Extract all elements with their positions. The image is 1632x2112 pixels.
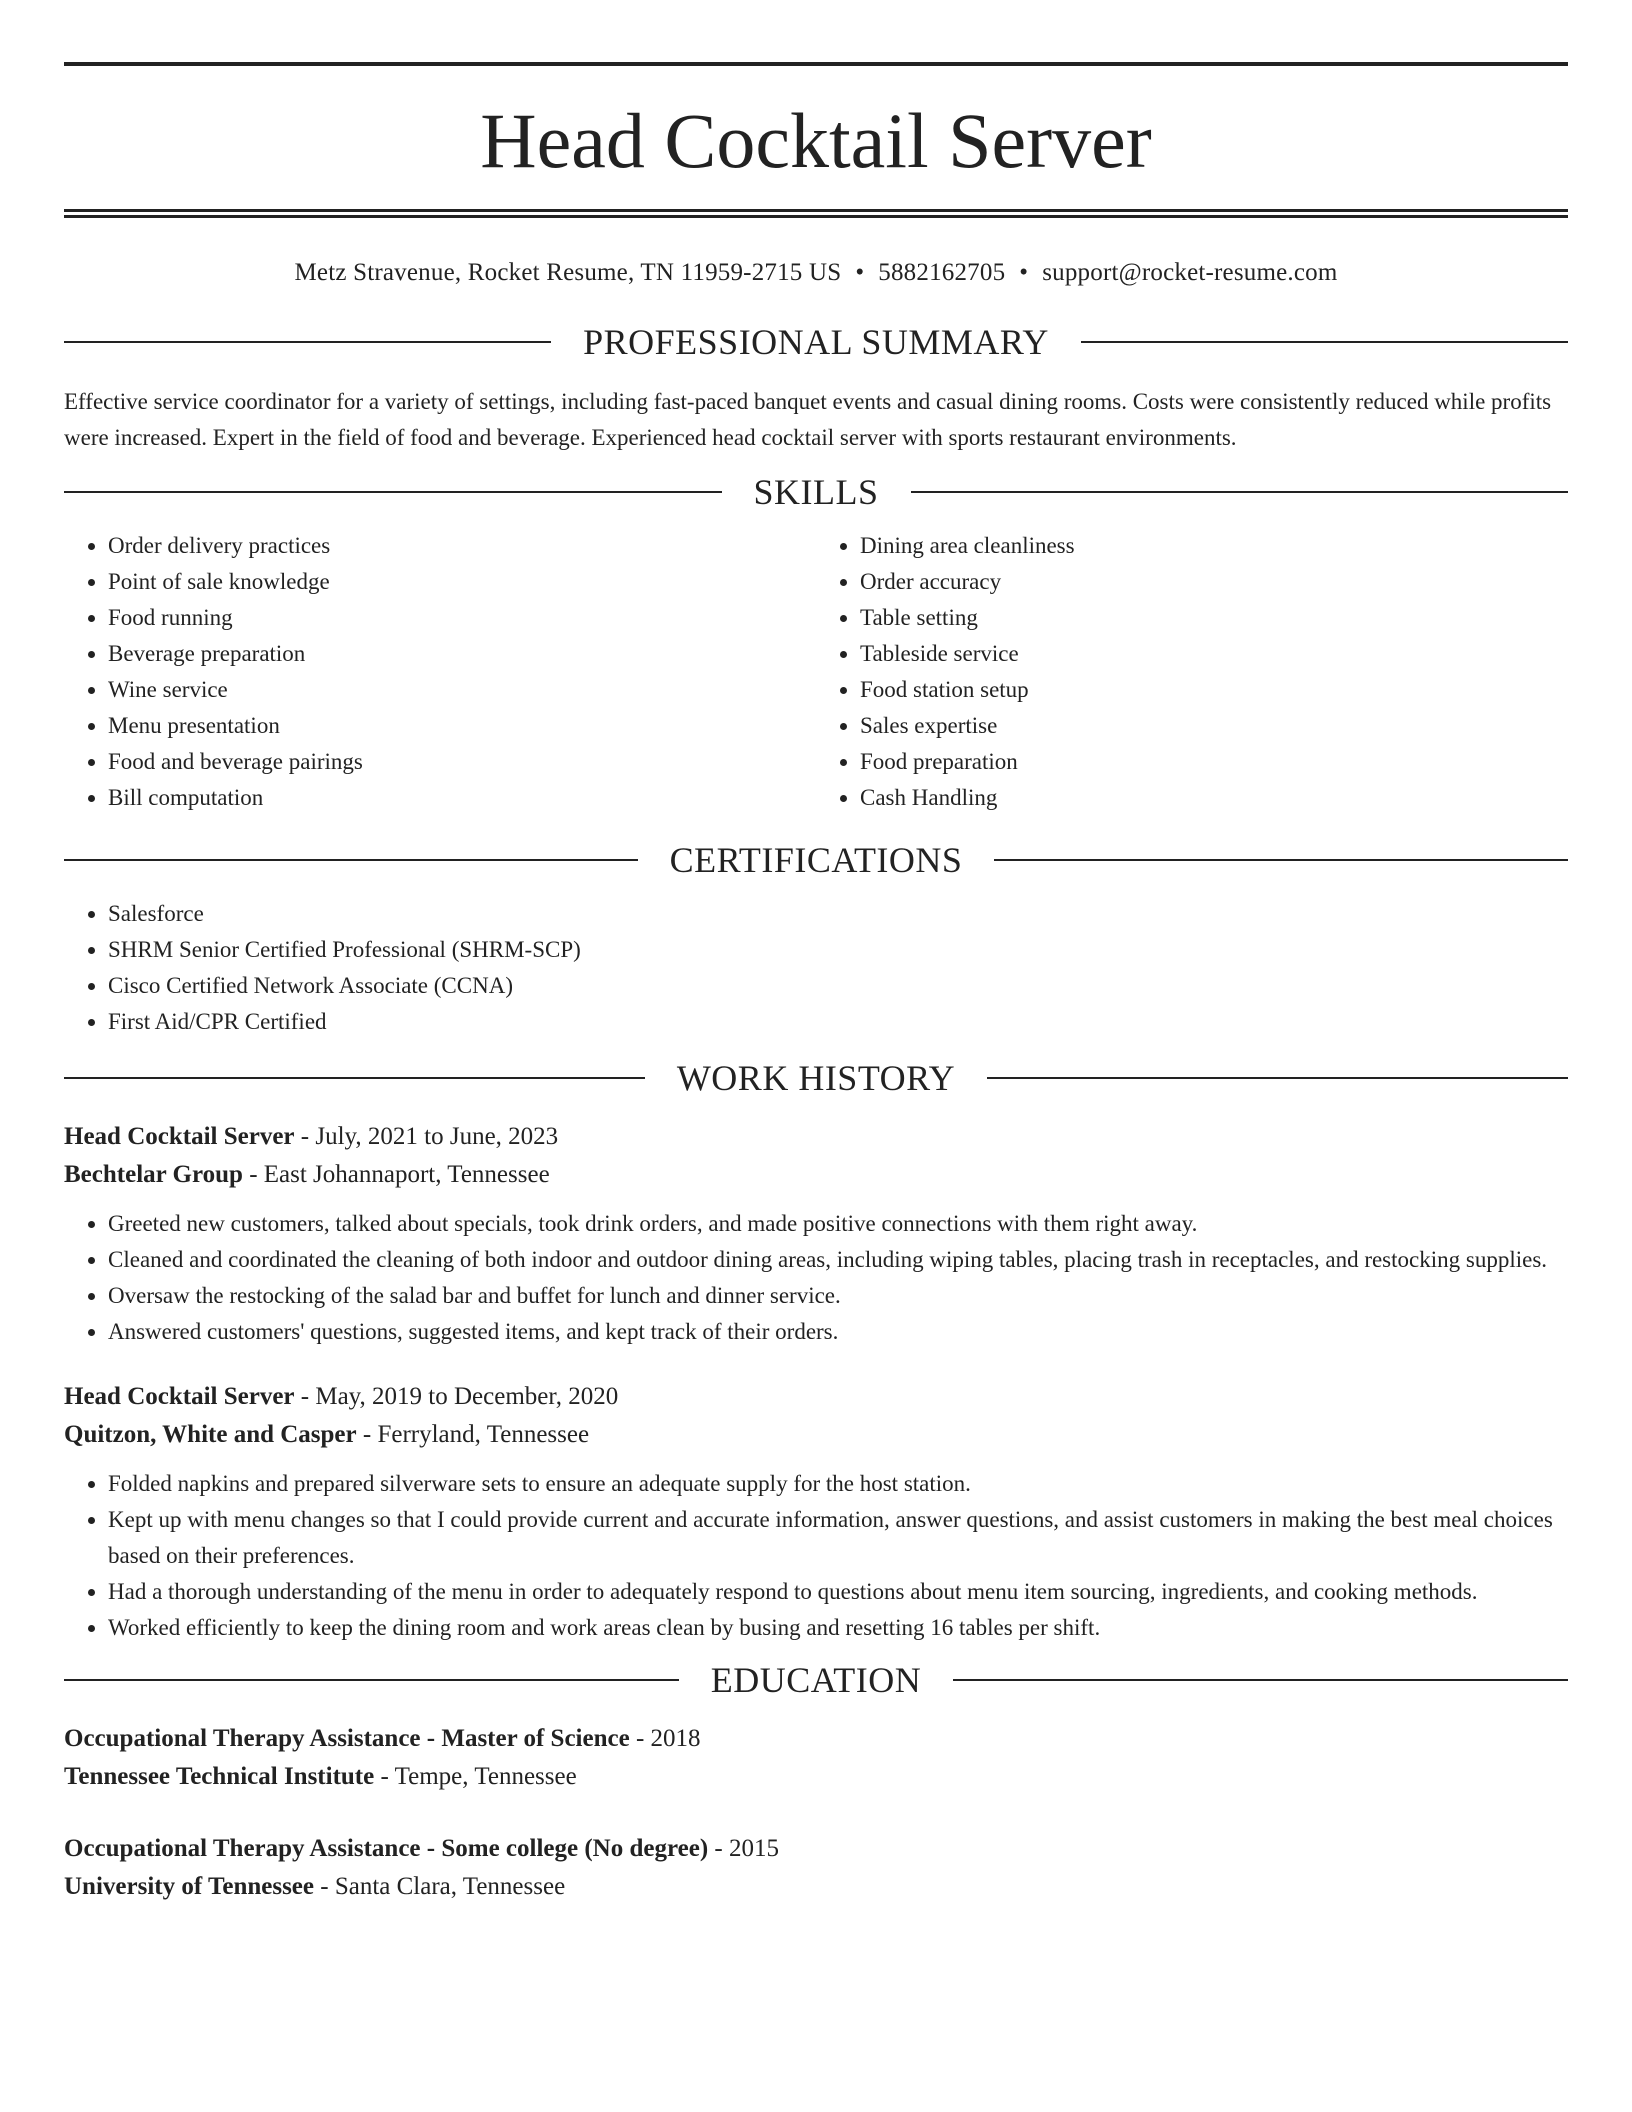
job-bullet: • Worked efficiently to keep the dining room and work areas clean by busing and resetting 16 tables per shift. [108, 1610, 1568, 1646]
education-location: - Santa Clara, Tennessee [314, 1873, 566, 1900]
education-degree: Occupational Therapy Assistance - Some college (No degree) [64, 1835, 709, 1862]
contact-separator: • [1019, 259, 1029, 286]
contact-line [64, 258, 1568, 288]
heading-rule-right [987, 1077, 1568, 1079]
job-bullet: • Cleaned and coordinated the cleaning of both indoor and outdoor dining areas, including wiping tables, placing trash in receptacles, and restocking supplies. [108, 1242, 1568, 1278]
skill-item: • Menu presentation [108, 708, 816, 744]
job-entry [64, 1118, 1568, 1350]
job-title: Head Cocktail Server [64, 1383, 295, 1410]
top-rule [64, 62, 1568, 66]
title-double-rule [64, 209, 1568, 218]
education-school-line [64, 1868, 1568, 1906]
certification-item: • SHRM Senior Certified Professional (SHRM-SCP) [108, 932, 1568, 968]
certifications-heading [64, 838, 1568, 882]
skills-heading-label: SKILLS [753, 472, 879, 512]
job-location: - Ferryland, Tennessee [356, 1421, 590, 1448]
education-entry [64, 1830, 1568, 1906]
job-location: - East Johannaport, Tennessee [242, 1161, 550, 1188]
job-bullets [64, 1206, 1568, 1350]
job-bullet: • Oversaw the restocking of the salad bar and buffet for lunch and dinner service. [108, 1278, 1568, 1314]
skill-item: • Cash Handling [860, 780, 1568, 816]
education-location: - Tempe, Tennessee [374, 1763, 577, 1790]
skill-item: • Beverage preparation [108, 636, 816, 672]
job-dates: - May, 2019 to December, 2020 [294, 1383, 619, 1410]
skill-item: • Dining area cleanliness [860, 528, 1568, 564]
skill-item: • Table setting [860, 600, 1568, 636]
skills-heading [64, 470, 1568, 514]
job-company-line [64, 1156, 1568, 1194]
certification-item: • First Aid/CPR Certified [108, 1004, 1568, 1040]
certifications-heading-label: CERTIFICATIONS [669, 840, 963, 880]
education-degree-line [64, 1720, 1568, 1758]
education-entry [64, 1720, 1568, 1796]
skill-item: • Point of sale knowledge [108, 564, 816, 600]
job-entry [64, 1378, 1568, 1646]
work-history-heading [64, 1056, 1568, 1100]
skill-item: • Food station setup [860, 672, 1568, 708]
job-company: Quitzon, White and Casper [64, 1421, 357, 1448]
job-bullet: • Folded napkins and prepared silverware sets to ensure an adequate supply for the host station. [108, 1466, 1568, 1502]
job-title-line [64, 1118, 1568, 1156]
heading-rule-right [994, 859, 1568, 861]
skill-item: • Food preparation [860, 744, 1568, 780]
skill-item: • Bill computation [108, 780, 816, 816]
summary-heading-label: PROFESSIONAL SUMMARY [583, 322, 1049, 362]
education-heading-label: EDUCATION [710, 1660, 922, 1700]
education-school: University of Tennessee [64, 1873, 314, 1900]
certification-item: • Salesforce [108, 896, 1568, 932]
education-year: - 2015 [708, 1835, 779, 1862]
education-school: Tennessee Technical Institute [64, 1763, 375, 1790]
resume-title: Head Cocktail Server [480, 97, 1152, 184]
skills-list-right [816, 528, 1568, 816]
job-bullet: • Had a thorough understanding of the menu in order to adequately respond to questions about menu item sourcing, ingredients, and cooking methods. [108, 1574, 1568, 1610]
education-year: - 2018 [629, 1725, 701, 1752]
education-degree-line [64, 1830, 1568, 1868]
job-dates: - July, 2021 to June, 2023 [294, 1123, 559, 1150]
job-title: Head Cocktail Server [64, 1123, 295, 1150]
job-bullets [64, 1466, 1568, 1646]
job-title-line [64, 1378, 1568, 1416]
heading-rule-right [953, 1679, 1568, 1681]
summary-heading [64, 320, 1568, 364]
skill-item: • Sales expertise [860, 708, 1568, 744]
education-degree: Occupational Therapy Assistance - Master of Science [64, 1725, 630, 1752]
contact-phone: 5882162705 [878, 259, 1006, 286]
job-bullet: • Kept up with menu changes so that I could provide current and accurate information, answer questions, and assist customers in making the best meal choices based on their preferences. [108, 1502, 1568, 1574]
skill-item: • Order delivery practices [108, 528, 816, 564]
contact-email: support@rocket-resume.com [1042, 259, 1338, 286]
heading-rule-left [64, 859, 638, 861]
contact-address: Metz Stravenue, Rocket Resume, TN 11959-2715 US [294, 259, 842, 286]
skill-item: • Food running [108, 600, 816, 636]
heading-rule-left [64, 1679, 679, 1681]
job-bullet: • Greeted new customers, talked about specials, took drink orders, and made positive connections with them right away. [108, 1206, 1568, 1242]
skill-item: • Tableside service [860, 636, 1568, 672]
skill-item: • Food and beverage pairings [108, 744, 816, 780]
skills-list-left [64, 528, 816, 816]
skill-item: • Order accuracy [860, 564, 1568, 600]
education-school-line [64, 1758, 1568, 1796]
heading-rule-right [1081, 341, 1568, 343]
heading-rule-left [64, 341, 551, 343]
heading-rule-left [64, 1077, 645, 1079]
certification-item: • Cisco Certified Network Associate (CCNA) [108, 968, 1568, 1004]
contact-separator: • [855, 259, 865, 286]
job-company: Bechtelar Group [64, 1161, 243, 1188]
education-heading [64, 1658, 1568, 1702]
work-history-heading-label: WORK HISTORY [676, 1058, 956, 1098]
skills-grid [64, 528, 1568, 816]
job-company-line [64, 1416, 1568, 1454]
heading-rule-right [911, 491, 1569, 493]
heading-rule-left [64, 491, 722, 493]
skill-item: • Wine service [108, 672, 816, 708]
job-bullet: • Answered customers' questions, suggested items, and kept track of their orders. [108, 1314, 1568, 1350]
certifications-list [64, 896, 1568, 1040]
summary-text: Effective service coordinator for a variety of settings, including fast-paced banquet events and casual dining rooms. Costs were consistently reduced while profits were increased. Expert in the field of food and beverage. Experienced head cocktail server with sports restaurant environments. [64, 389, 1552, 450]
